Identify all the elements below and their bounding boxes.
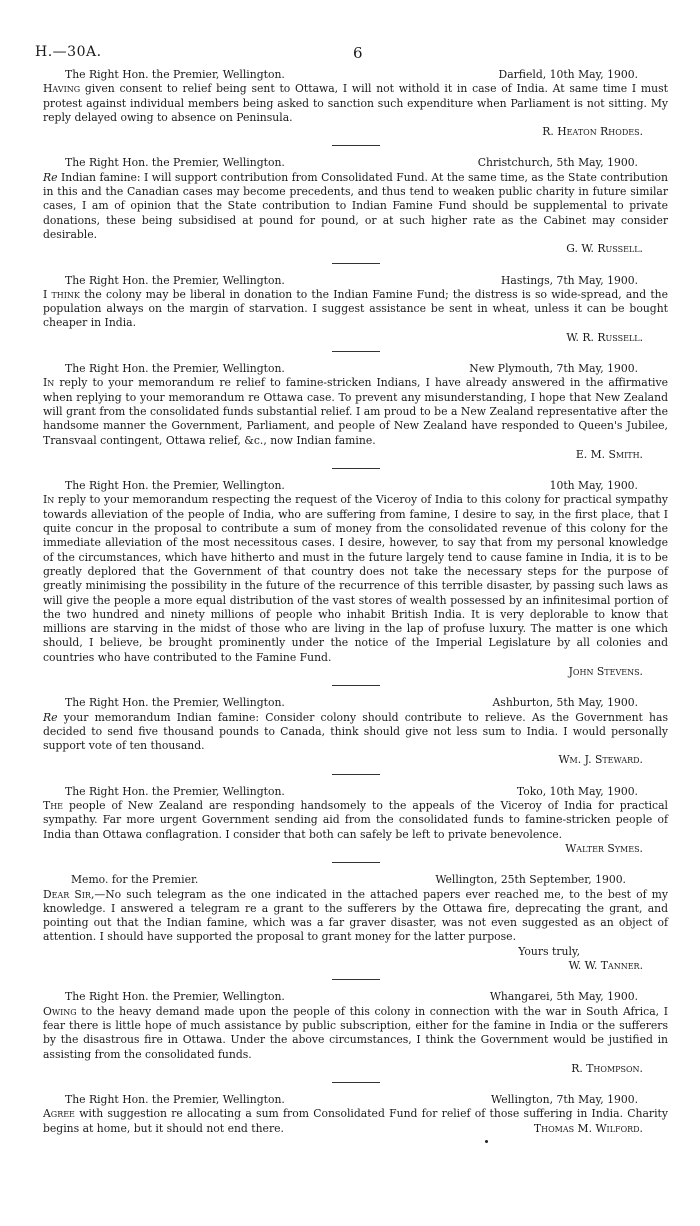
lead-word: Re [43, 710, 58, 724]
place-date: Toko, 10th May, 1900. [516, 784, 638, 798]
memo [43, 873, 668, 973]
signature: Wm. J. Steward. [558, 753, 643, 767]
divider [332, 1082, 380, 1083]
addressee: The Right Hon. the Premier, Wellington. [65, 1093, 285, 1107]
lead-word: The [43, 799, 64, 813]
lead-word: Owing [43, 1004, 77, 1018]
message-body: given consent to relief being sent to Ottawa, I will not withold it in case of India. At same time I must protest against individual members being asked to sanction such expenditure when Parliament is not sitting. My reply delayed owing to absence on Peninsula. [43, 82, 668, 124]
place-date: Hastings, 7th May, 1900. [501, 273, 638, 287]
message-body: with suggestion re allocating a sum from Consolidated Fund for relief of those suffering in India. Charity begins at home, but it should not end there. [43, 1107, 668, 1135]
addressee: The Right Hon. the Premier, Wellington. [65, 68, 285, 81]
signature: R. Thompson. [571, 1061, 643, 1075]
lead-word: In [43, 493, 55, 507]
message-body: —No such telegram as the one indicated in the attached papers ever reached me, to the best of my knowledge. I answered a telegram re a grant to the sufferers by the Ottawa fire, deprecating the grant, and pointing out that the Indian famine, which was a far graver disaster, was not even suggested as an object of attention. I should have supported the proposal to grant money for the latter purpose. [43, 887, 668, 944]
page-header [35, 0, 668, 62]
place-date: Wellington, 7th May, 1900. [490, 1093, 638, 1107]
addressee: The Right Hon. the Premier, Wellington. [65, 479, 285, 493]
divider [332, 774, 380, 775]
lead-word: I think [43, 287, 80, 301]
closing: Yours truly, [518, 944, 580, 958]
addressee: Memo. for the Premier. [71, 873, 199, 887]
place-date: New Plymouth, 7th May, 1900. [469, 362, 638, 376]
document-page [35, 0, 669, 1143]
divider [332, 351, 380, 352]
signature: John Stevens. [568, 664, 643, 678]
place-date: Wellington, 25th September, 1900. [435, 873, 626, 887]
telegram [43, 68, 668, 139]
addressee: The Right Hon. the Premier, Wellington. [65, 362, 285, 376]
addressee: The Right Hon. the Premier, Wellington. [65, 156, 285, 170]
place-date: 10th May, 1900. [549, 479, 638, 493]
divider [332, 145, 380, 146]
divider [332, 685, 380, 686]
place-date: Ashburton, 5th May, 1900. [492, 696, 638, 710]
message-body: your memorandum Indian famine: Consider colony should contribute to relieve. As the Government has decided to send five thousand pounds to Canada, think should give not less sum to India. I would personally support vote of ten thousand. [43, 710, 668, 753]
telegram [43, 362, 668, 462]
divider [332, 979, 380, 980]
addressee: The Right Hon. the Premier, Wellington. [65, 784, 285, 798]
paper-reference: H.—30A. [35, 44, 102, 60]
telegram [43, 274, 668, 345]
message-body: the colony may be liberal in donation to the Indian Famine Fund; the distress is so wide-spread, and the population always on the margin of starvation. I suggest assistance be sent in wheat, unless it can be bought cheaper in India. [43, 287, 669, 330]
message-body: reply to your memorandum respecting the request of the Viceroy of India to this colony for practical sympathy towards alleviation of the people of India, who are suffering from famine, I desire to say, in the first place, that I quite concur in the proposal to contribute a sum of money from the consolidated revenue of this colony for the immediate alleviation of the most necessitous cases. I desire, however, to say that from my personal knowledge of the circumstances, which have hitherto and must in the future largely tend to cause famine in India, it is to be greatly deplored that the Government of that country does not take the necessary steps for the purpose of greatly minimising the possibility in the future of the recurrence of this terrible disaster, by passing such laws as will give the people a more equal distribution of the vast stores of wealth possessed by an infinitesimal portion of the two hundred and ninety millions of people who inhabit British India. It is very deplorable to know that millions are starving in the midst of those who are living in the lap of profuse luxury. The matter is one which should, I believe, be brought prominently under the notice of the Imperial Legislature by all colonies and countries who have contributed to the Famine Fund. [43, 493, 668, 664]
divider [332, 263, 380, 264]
telegram [43, 479, 668, 679]
telegram [43, 1093, 668, 1136]
telegram [43, 785, 668, 856]
telegram [43, 696, 668, 767]
divider [332, 862, 380, 863]
signature: G. W. Russell. [566, 242, 643, 256]
addressee: The Right Hon. the Premier, Wellington. [65, 273, 285, 287]
signature: W. W. Tanner. [568, 959, 643, 973]
place-date: Christchurch, 5th May, 1900. [477, 156, 638, 170]
lead-word: Agree [43, 1107, 75, 1121]
message-body: reply to your memorandum re relief to famine-stricken Indians, I have already answered in the affirmative when replying to your memorandum re Ottawa case. To prevent any misunderstanding, I hope that New Zealand will grant from the consolidated funds substantial relief. I am proud to be a New Zealand representative after the handsome manner the Government, Parliament, and people of New Zealand have responded to Queen's Jubilee, Transvaal contingent, Ottawa relief, &c., now Indian famine. [43, 376, 668, 447]
signature: E. M. Smith. [575, 447, 643, 461]
place-date: Darfield, 10th May, 1900. [498, 68, 638, 81]
ink-dot [485, 1140, 488, 1143]
message-body: to the heavy demand made upon the people of this colony in connection with the war in South Africa, I fear there is little hope of much assistance by public subscription, either for the famine in India or the sufferers by the disastrous fire in Ottawa. Under the above circumstances, I think the Government would be justified in assisting from the consolidated funds. [43, 1004, 669, 1061]
place-date: Whangarei, 5th May, 1900. [489, 990, 638, 1004]
signature: R. Heaton Rhodes. [542, 125, 643, 139]
lead-word: Re [43, 170, 58, 184]
lead-word: Having [43, 82, 81, 96]
addressee: The Right Hon. the Premier, Wellington. [65, 990, 285, 1004]
divider [332, 468, 380, 469]
signature: Thomas M. Wilford. [533, 1121, 643, 1135]
page-number: 6 [353, 44, 363, 62]
lead-word: Dear Sir, [43, 887, 95, 901]
message-body: people of New Zealand are responding handsomely to the appeals of the Viceroy of India for practical sympathy. Far more urgent Government sending aid from the consolidated funds to famine-stricken people of India than Ottawa conflagration. I consider that both can safely be left to private benevolence. [43, 799, 668, 841]
lead-word: In [43, 376, 55, 390]
addressee: The Right Hon. the Premier, Wellington. [65, 696, 285, 710]
message-body: Indian famine: I will support contribution from Consolidated Fund. At the same time, as the State contribution in this and the Canadian cases may become precedents, and thus tend to weaken public charity in future similar cases, I am of opinion that the State contribution to Indian Famine Fund should be supplemental to private donations, these being subsidised at pound for pound, or at such higher rate as the Cabinet may consider desirable. [43, 170, 668, 241]
signature: W. R. Russell. [566, 330, 643, 344]
telegram [43, 156, 668, 256]
signature: Walter Symes. [565, 841, 643, 855]
telegram [43, 990, 668, 1076]
